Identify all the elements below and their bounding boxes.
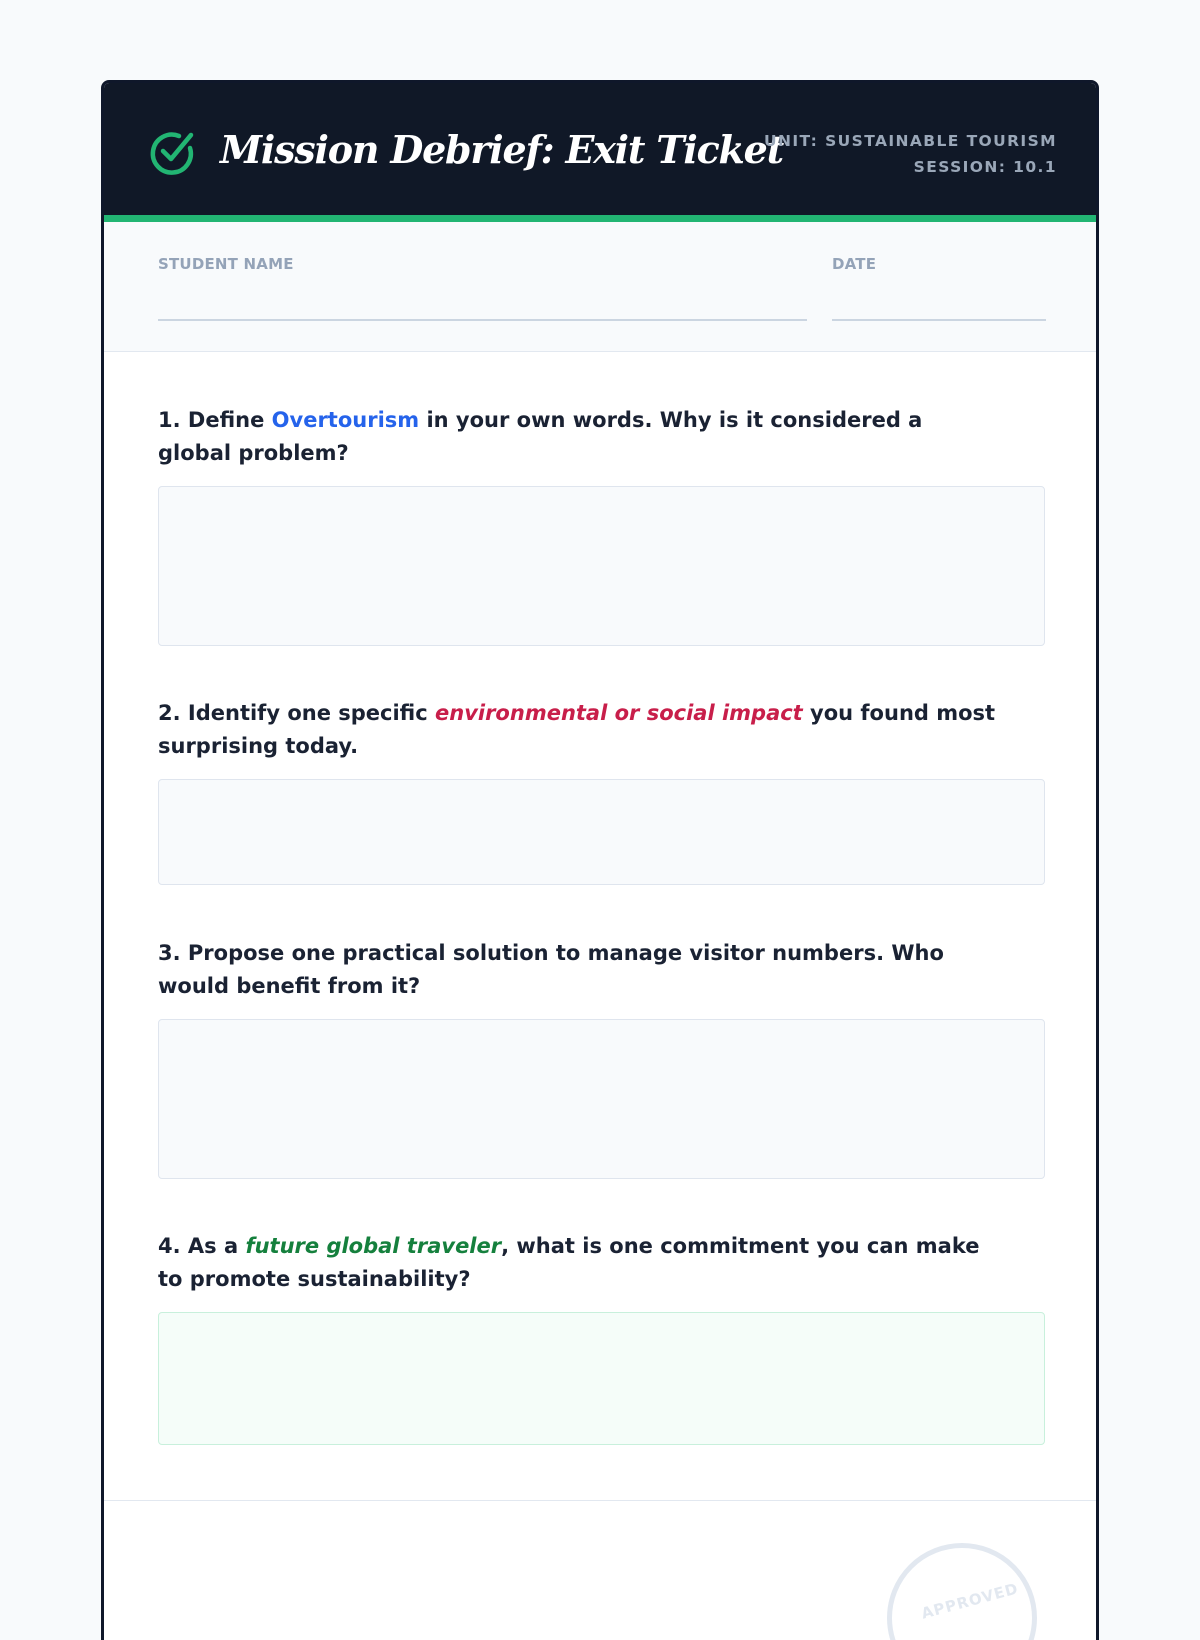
page-title: Mission Debrief: Exit Ticket xyxy=(220,127,784,172)
question-number: 4. xyxy=(158,1234,181,1258)
student-info-fields xyxy=(104,222,1096,352)
header xyxy=(104,83,1096,222)
student-name-input[interactable] xyxy=(158,319,807,321)
stamp-text: APPROVED xyxy=(919,1579,1021,1623)
answer-box-2[interactable] xyxy=(158,779,1045,885)
date-input[interactable] xyxy=(832,319,1046,321)
question-number: 2. xyxy=(158,701,181,725)
question-2 xyxy=(158,697,1048,885)
question-highlight: environmental or social impact xyxy=(435,701,803,725)
question-text-part: you found most surprising today. xyxy=(158,701,996,758)
question-highlight: Overtourism xyxy=(271,408,420,432)
answer-box-4[interactable] xyxy=(158,1312,1045,1445)
question-2-text xyxy=(158,697,998,763)
check-circle-icon xyxy=(146,126,198,178)
date-label: DATE xyxy=(832,255,877,273)
question-text-part: Define xyxy=(187,408,265,432)
question-3-text xyxy=(158,937,998,1003)
approved-stamp xyxy=(887,1543,1037,1640)
question-number: 3. xyxy=(158,941,181,965)
exit-ticket-card xyxy=(101,80,1099,1640)
question-text-part: As a xyxy=(187,1234,239,1258)
question-text-part: , what is one commitment you can make to promote sustainability? xyxy=(158,1234,980,1291)
question-text-part: Propose one practical solution to manage visitor numbers. Who would benefit from it? xyxy=(158,941,944,998)
question-highlight: future global traveler xyxy=(245,1234,502,1258)
question-number: 1. xyxy=(158,408,181,432)
question-1 xyxy=(158,404,1048,646)
footer-divider xyxy=(104,1500,1096,1501)
question-text-part: Identify one specific xyxy=(187,701,428,725)
unit-label: UNIT: SUSTAINABLE TOURISM xyxy=(764,132,1057,150)
session-label: SESSION: 10.1 xyxy=(913,158,1057,176)
unit-session-info xyxy=(764,128,1057,180)
student-name-label: STUDENT NAME xyxy=(158,255,294,273)
question-text-part: in your own words. Why is it considered a global problem? xyxy=(158,408,923,465)
question-3 xyxy=(158,937,1048,1179)
answer-box-3[interactable] xyxy=(158,1019,1045,1179)
question-4-text xyxy=(158,1230,998,1296)
question-4 xyxy=(158,1230,1048,1445)
question-1-text xyxy=(158,404,998,470)
answer-box-1[interactable] xyxy=(158,486,1045,646)
